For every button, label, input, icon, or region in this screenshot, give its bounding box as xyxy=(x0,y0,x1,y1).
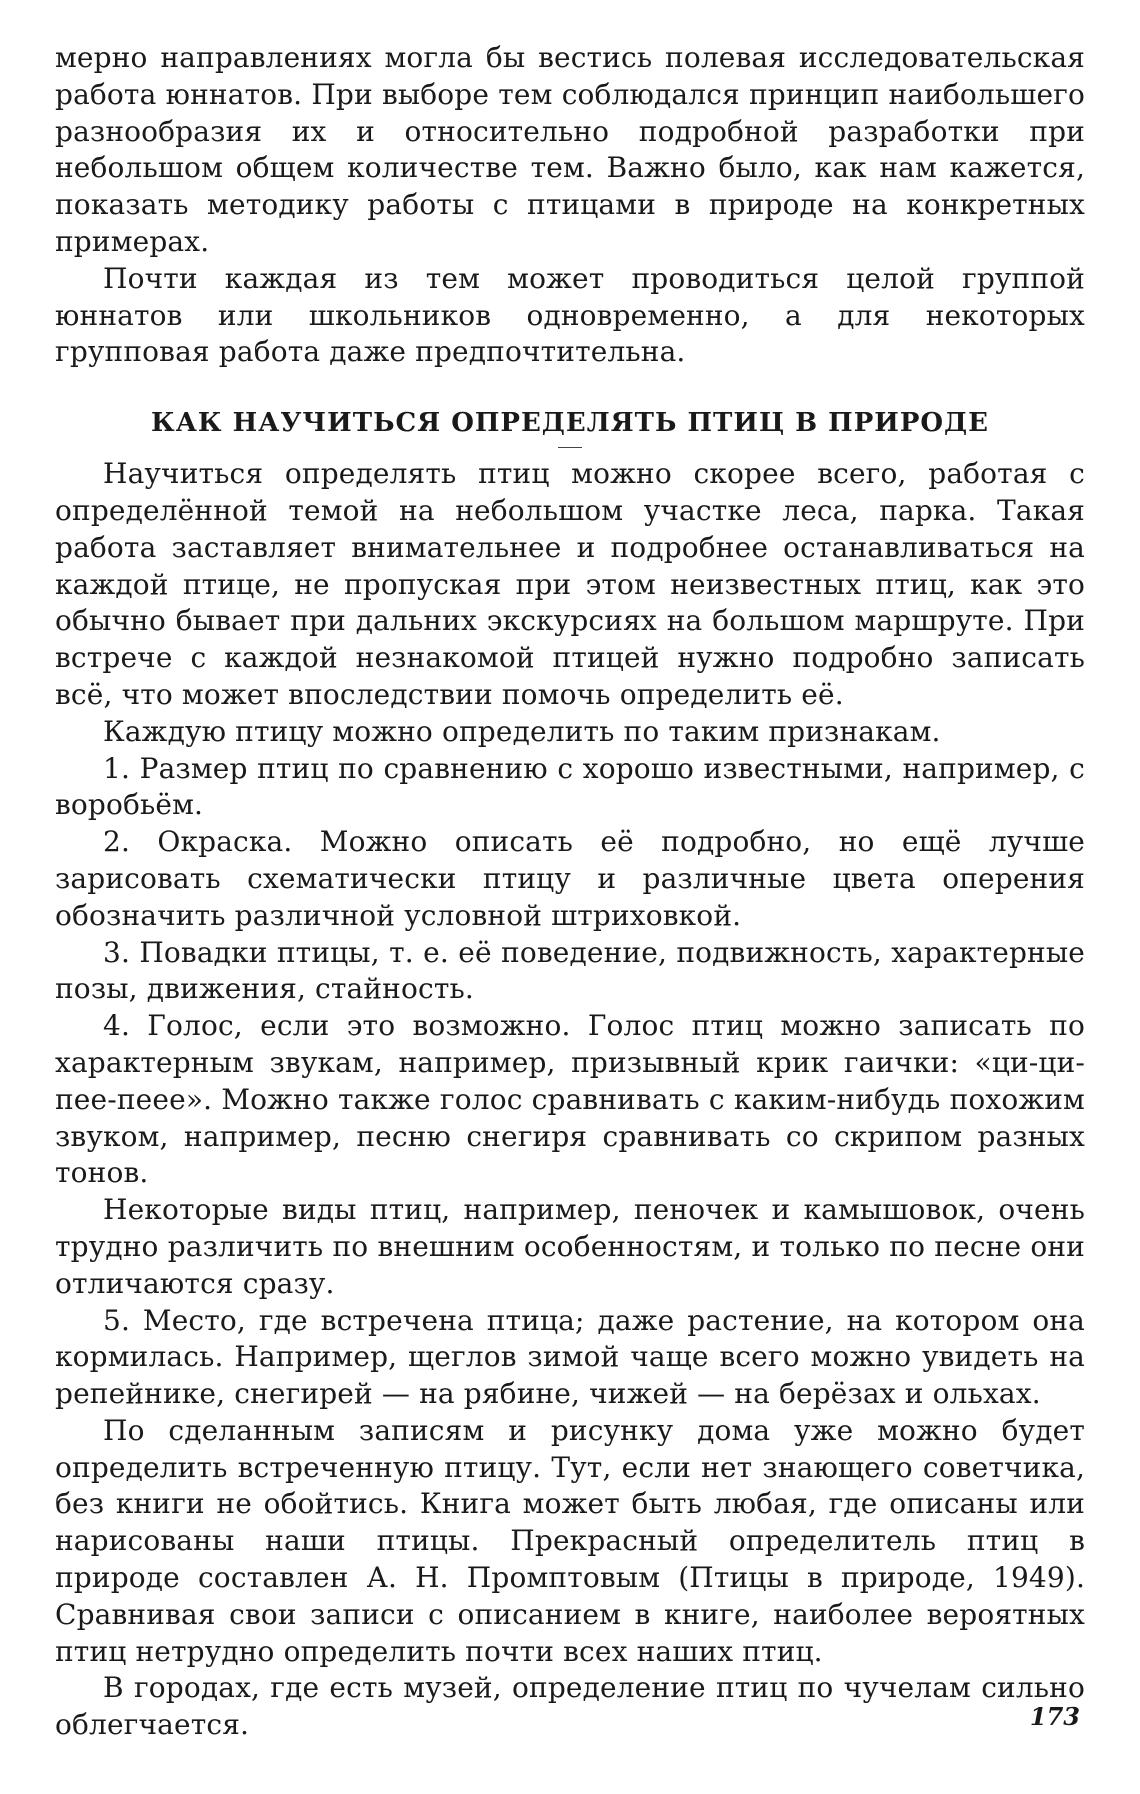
paragraph-warblers: Некоторые виды птиц, например, пеночек и камышовок, очень трудно различить по внешним особенностям, и только по песне они отличаются сразу. xyxy=(55,1193,1085,1300)
paragraph-continued: мерно направлениях могла бы вестись полевая исследовательская работа юннатов. При выборе тем соблюдался принцип наибольшего разнообразия их и относительно подробной разработки при небольшом общем количестве тем. Важно было, как нам кажется, показать методику работы с птицами в природе на конкретных примерах. xyxy=(55,41,1085,258)
list-item-voice: 4. Голос, если это возможно. Голос птиц можно записать по характерным звукам, например, призывный крик гаички: «ци-ци-пее-пеее». Можно также голос сравнивать с каким-нибудь похожим звуком, например, песню снегиря сравнивать со скрипом разных тонов. xyxy=(55,1009,1085,1190)
page-number: 173 xyxy=(1029,1702,1080,1731)
paragraph-intro: Научиться определять птиц можно скорее всего, работая с определённой темой на небольшом участке леса, парка. Такая работа заставляет внимательнее и подробнее останавливаться на каждой птице, не пропуская при этом неизвестных птиц, как это обычно бывает при дальних экскурсиях на большом маршруте. При встрече с каждой незнакомой птицей нужно подробно записать всё, что может впоследствии помочь определить её. xyxy=(55,457,1085,711)
page-body xyxy=(55,40,1085,1744)
heading-rule xyxy=(558,447,582,448)
list-item-size: 1. Размер птиц по сравнению с хорошо известными, например, с воробьём. xyxy=(55,751,1085,822)
list-item-habits: 3. Повадки птицы, т. е. её поведение, подвижность, характерные позы, движения, стайность. xyxy=(55,935,1085,1006)
section-heading: КАК НАУЧИТЬСЯ ОПРЕДЕЛЯТЬ ПТИЦ В ПРИРОДЕ xyxy=(151,408,989,439)
paragraph-identification-books: По сделанным записям и рисунку дома уже можно будет определить встреченную птицу. Тут, если нет знающего советчика, без книги не обойтись. Книга может быть любая, где описаны или нарисованы наши птицы. Прекрасный определитель птиц в природе составлен А. Н. Промптовым (Птицы в природе, 1949). Сравнивая свои записи с описанием в книге, наиболее вероятных птиц нетрудно определить почти всех наших птиц. xyxy=(55,1413,1085,1668)
list-item-color: 2. Окраска. Можно описать её подробно, но ещё лучше зарисовать схематически птицу и различные цвета оперения обозначить различной условной штриховкой. xyxy=(55,825,1085,932)
list-item-place: 5. Место, где встречена птица; даже растение, на котором она кормилась. Например, щеглов зимой чаще всего можно увидеть на репейнике, снегирей — на рябине, чижей — на берёзах и ольхах. xyxy=(55,1303,1085,1411)
paragraph-features-lead: Каждую птицу можно определить по таким признакам. xyxy=(103,714,941,748)
paragraph-museums: В городах, где есть музей, определение птиц по чучелам сильно облегчается. xyxy=(55,1671,1085,1742)
paragraph-group-work: Почти каждая из тем может проводиться целой группой юннатов или школьников одновременно, а для некоторых групповая работа даже предпочтительна. xyxy=(55,261,1085,369)
